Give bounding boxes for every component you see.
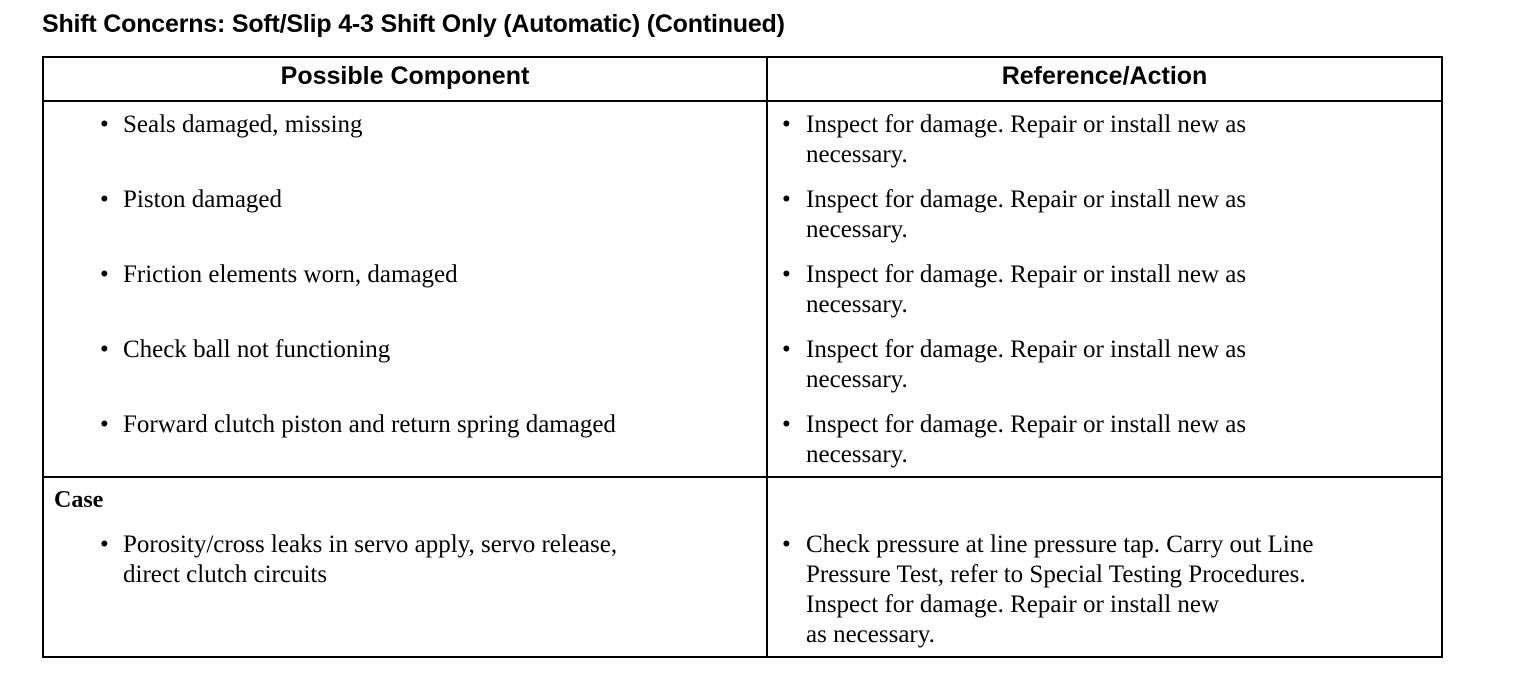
component-item: Forward clutch piston and return spring damaged [123,411,616,438]
bullet-icon: • [100,186,109,213]
header-divider [44,100,1441,102]
action-line: necessary. [806,216,908,243]
action-line: Inspect for damage. Repair or install new [806,591,1220,618]
bullet-icon: • [782,531,791,558]
bullet-icon: • [100,261,109,288]
bullet-icon: • [782,411,791,438]
action-line: necessary. [806,291,908,318]
action-line: necessary. [806,366,908,393]
component-item: Friction elements worn, damaged [123,261,458,288]
section-divider [44,476,1441,478]
action-line: as necessary. [806,621,935,648]
component-item: Piston damaged [123,186,283,213]
action-line: Inspect for damage. Repair or install new as [806,186,1247,213]
component-item: Seals damaged, missing [123,111,363,138]
action-line: Check pressure at line pressure tap. Carry out Line [806,531,1314,558]
bullet-icon: • [100,336,109,363]
column-divider [766,58,768,656]
bullet-icon: • [782,186,791,213]
bullet-icon: • [100,111,109,138]
bullet-icon: • [100,411,109,438]
bullet-icon: • [782,261,791,288]
header-reference-action: Reference/Action [1001,62,1208,90]
bullet-icon: • [782,336,791,363]
action-line: necessary. [806,141,908,168]
action-line: Pressure Test, refer to Special Testing Procedures. [806,561,1306,588]
header-possible-component: Possible Component [280,62,530,90]
component-item: Check ball not functioning [123,336,391,363]
bullet-icon: • [100,531,109,558]
component-line: direct clutch circuits [123,561,328,588]
shift-concerns-table [42,56,1443,658]
page-title: Shift Concerns: Soft/Slip 4-3 Shift Only (Automatic) (Continued) [42,10,785,38]
bullet-icon: • [782,111,791,138]
section-heading-case: Case [54,487,104,513]
action-line: Inspect for damage. Repair or install new as [806,111,1247,138]
action-line: necessary. [806,441,908,468]
action-line: Inspect for damage. Repair or install new as [806,261,1247,288]
action-line: Inspect for damage. Repair or install new as [806,411,1247,438]
action-line: Inspect for damage. Repair or install new as [806,336,1247,363]
component-line: Porosity/cross leaks in servo apply, servo release, [123,531,618,558]
